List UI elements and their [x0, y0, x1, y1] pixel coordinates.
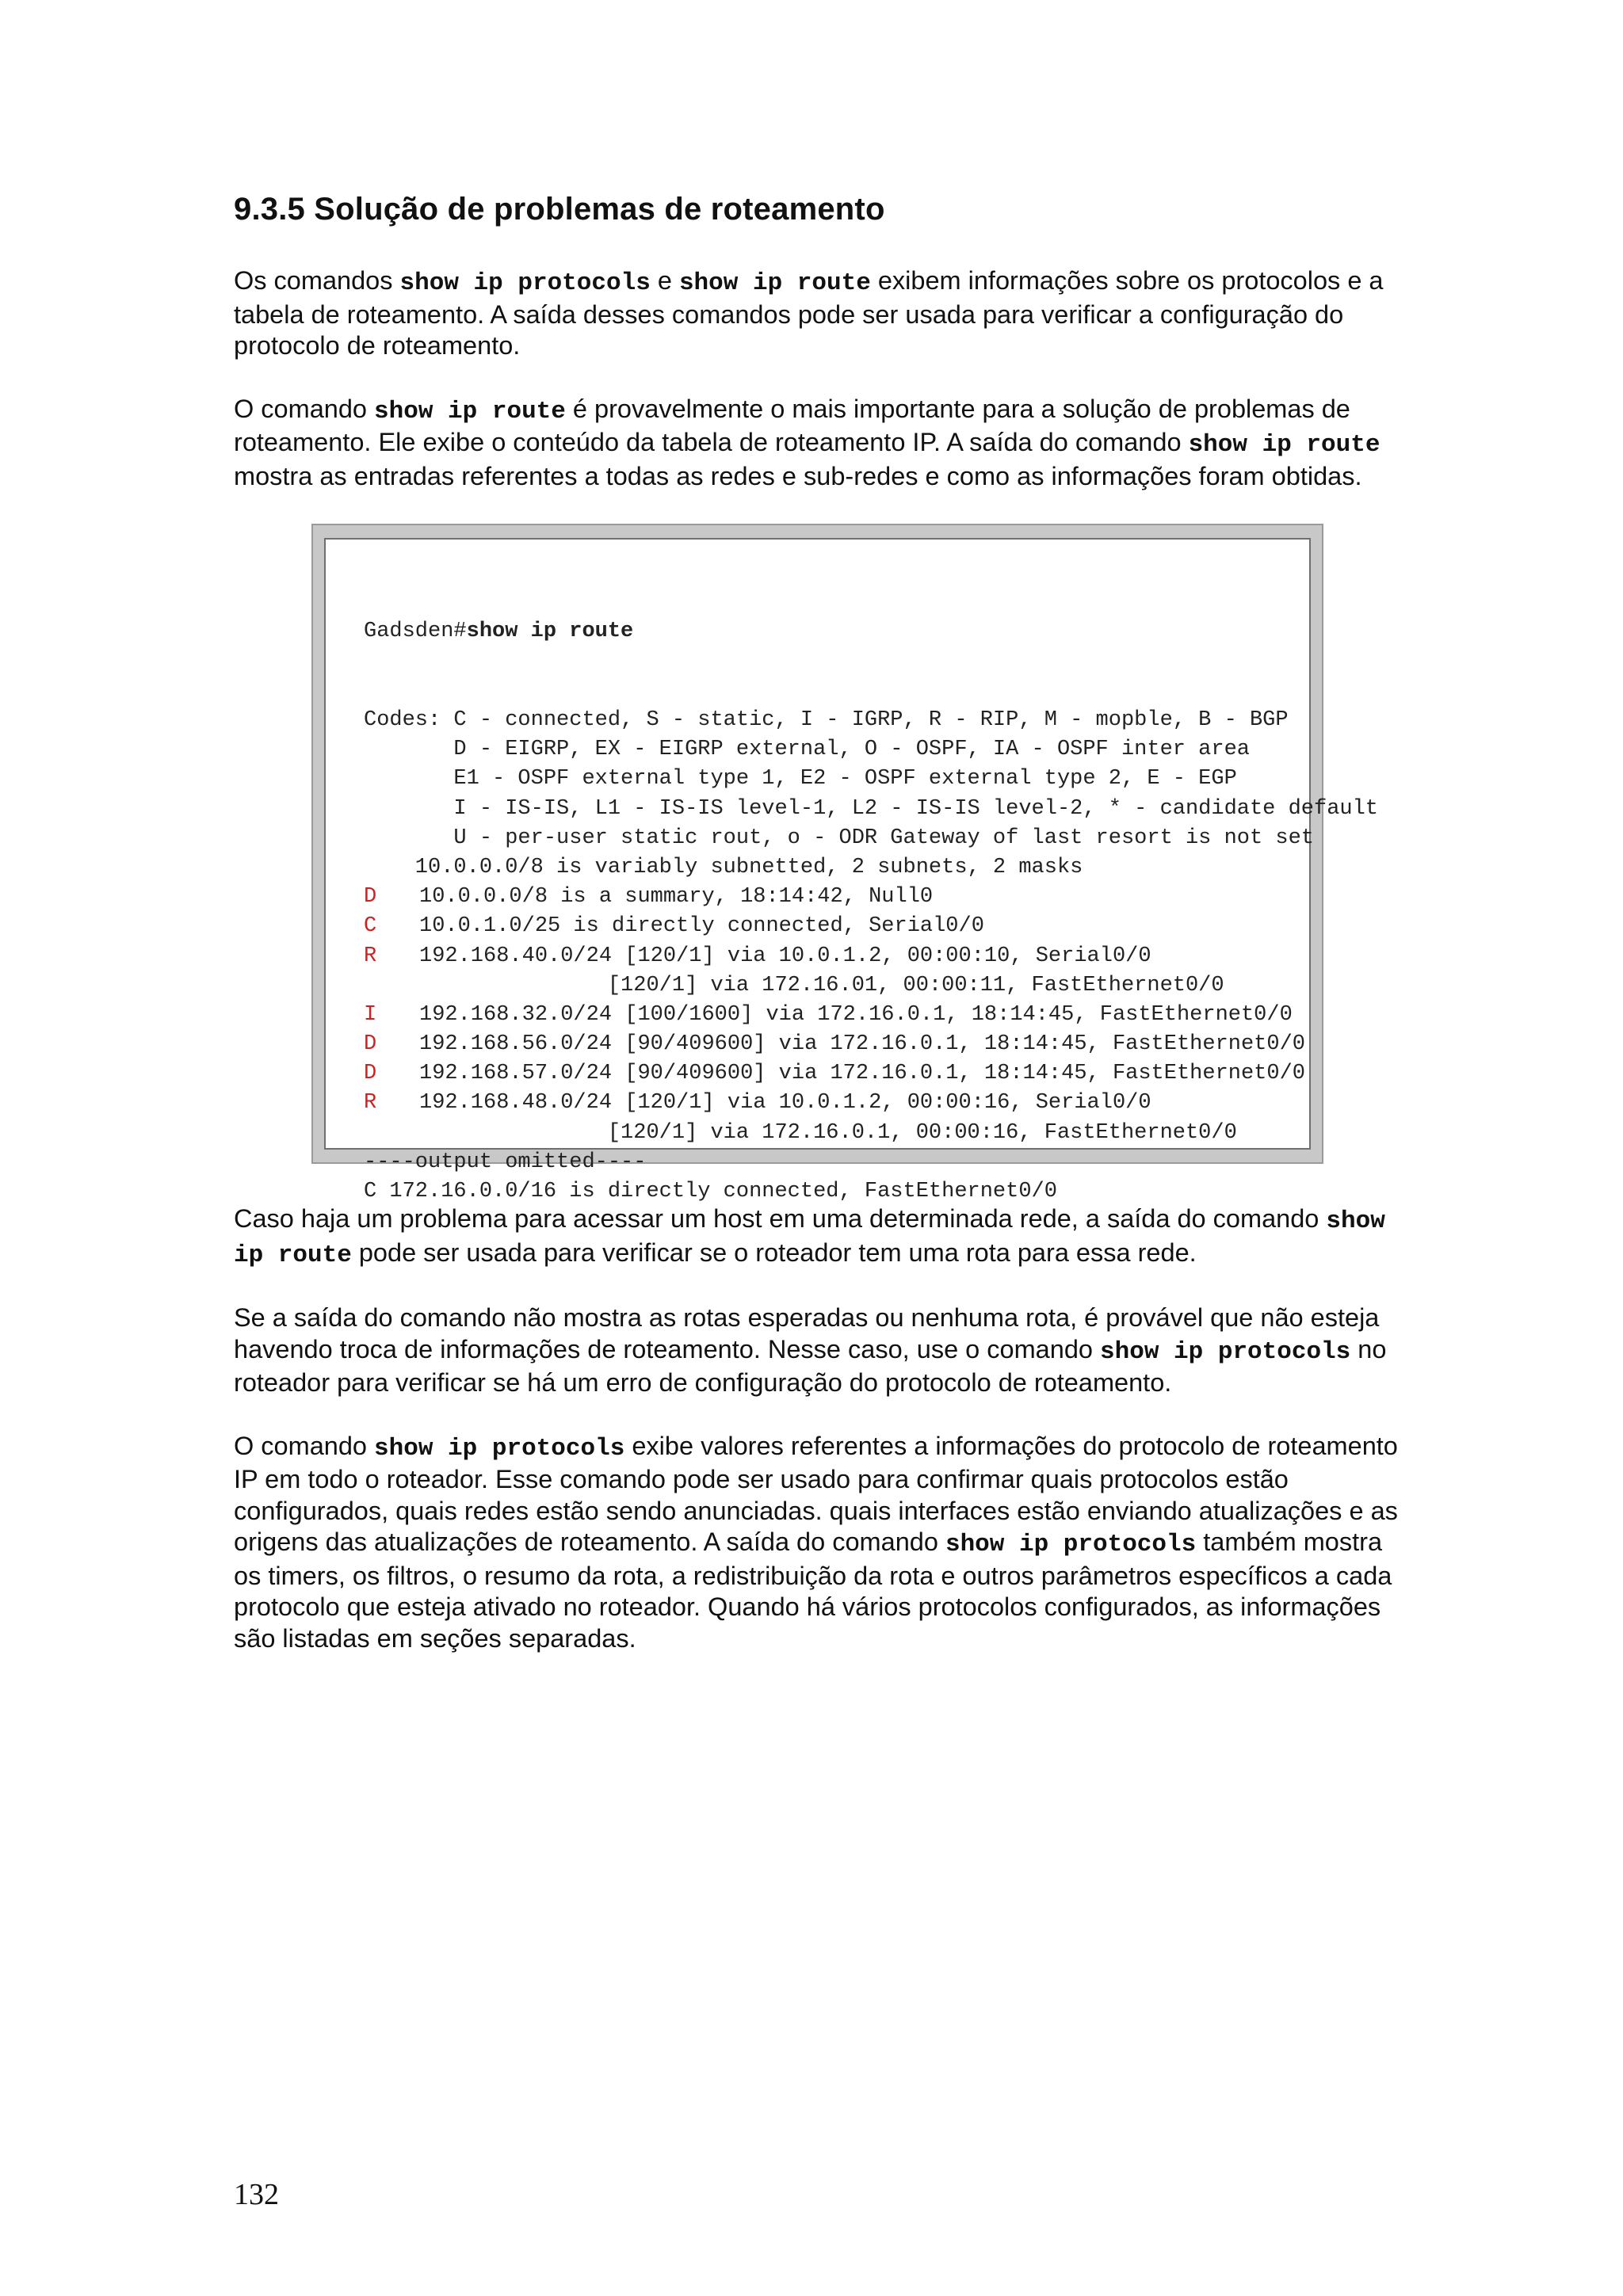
route-code: D: [364, 1062, 377, 1086]
terminal-prompt-line: [364, 617, 1301, 646]
paragraph-text: Caso haja um problema para acessar um host em uma determinada rede, a saída do comando: [234, 1204, 1327, 1233]
terminal-line-text: 192.168.40.0/24 [120/1] via 10.0.1.2, 00:00:10, Serial0/0: [419, 944, 1151, 968]
page-number: 132: [234, 2178, 279, 2211]
terminal-line: [364, 1177, 1301, 1207]
terminal-line: [364, 795, 1379, 824]
terminal-screen: [324, 538, 1379, 1203]
route-code: C: [364, 914, 377, 939]
paragraph-text: Se a saída do comando não mostra as rotas esperadas ou nenhuma rota, é provável que não esteja havendo troca de informações de roteamento. Nesse caso, use o comando: [234, 1303, 1380, 1363]
paragraph-text: O comando: [234, 394, 375, 423]
paragraph-text: mostra as entradas referentes a todas as redes e sub-redes e como as informações foram obtidas.: [234, 461, 1362, 490]
terminal-line-text: D - EIGRP, EX - EIGRP external, O - OSPF, IA - OSPF inter area: [364, 738, 1250, 762]
route-code: R: [364, 944, 377, 968]
page-content: [234, 192, 1399, 1686]
paragraph-text: O comando: [234, 1431, 375, 1460]
terminal-line-text: [120/1] via 172.16.0.1, 00:00:16, FastEthernet0/0: [364, 1120, 1237, 1145]
terminal-command: show ip route: [466, 620, 634, 644]
terminal-prompt: Gadsden#: [364, 620, 467, 644]
command-show-ip-route: show ip route: [1188, 431, 1381, 459]
command-show-ip-route: show ip route: [374, 397, 566, 425]
terminal-line-text: U - per-user static rout, o - ODR Gateway of last resort is not set: [364, 826, 1314, 850]
terminal-line: [364, 735, 1301, 765]
terminal-line-text: 192.168.32.0/24 [100/1600] via 172.16.0.1, 18:14:45, FastEthernet0/0: [419, 1002, 1293, 1027]
terminal-line: [364, 1119, 1301, 1148]
terminal-output: [364, 559, 1379, 1207]
route-code: R: [364, 1091, 377, 1116]
terminal-line: [364, 765, 1301, 794]
paragraph-text: também mostra os timers, os filtros, o resumo da rota, a redistribuição da rota e outros parâmetros específicos a cada protocolo que esteja ativado no roteador. Quando há vários protocolos configurados, as informações são listadas em seções separadas.: [234, 1527, 1392, 1653]
terminal-line-text: ----output omitted----: [364, 1150, 647, 1174]
paragraph-text: Os comandos: [234, 266, 400, 295]
paragraph-host-problem: [234, 1203, 1399, 1271]
paragraph-intro: [234, 265, 1399, 362]
terminal-line-text: 10.0.0.0/8 is a summary, 18:14:42, Null0: [419, 885, 934, 910]
terminal-line-text: [120/1] via 172.16.01, 00:00:11, FastEthernet0/0: [364, 973, 1224, 997]
terminal-line-text: 10.0.1.0/25 is directly connected, Serial0/0: [419, 914, 984, 939]
terminal-line: [364, 853, 1301, 883]
terminal-line: [364, 942, 1301, 971]
terminal-line-text: 10.0.0.0/8 is variably subnetted, 2 subnets, 2 masks: [364, 855, 1083, 879]
figure-frame: [311, 524, 1379, 1203]
terminal-line: [364, 824, 1314, 853]
paragraph-show-ip-route: [234, 394, 1399, 493]
route-code: I: [364, 1002, 377, 1027]
terminal-line-text: 192.168.48.0/24 [120/1] via 10.0.1.2, 00:00:16, Serial0/0: [419, 1091, 1151, 1116]
command-show-ip-protocols: show ip protocols: [945, 1531, 1197, 1558]
command-show-ip-protocols: show ip protocols: [374, 1434, 625, 1463]
paragraph-text: pode ser usada para verificar se o roteador tem uma rota para essa rede.: [351, 1238, 1197, 1267]
paragraph-text: no roteador para verificar se há um erro de configuração do protocolo de roteamento.: [234, 1334, 1387, 1397]
terminal-line: [364, 971, 1301, 1001]
terminal-figure: [311, 524, 1379, 1203]
paragraph-text: exibe valores referentes a informações do protocolo de roteamento IP em todo o roteador. Esse comando pode ser usado para confirmar quais protocolos estão configurados, quais redes estão sendo anunciadas. quais interfaces estão enviando atualizações e as origens das atualizações de roteamento. A saída do comando: [234, 1431, 1398, 1556]
terminal-line: [364, 1089, 1301, 1118]
paragraph-show-ip-protocols: [234, 1431, 1399, 1655]
command-show-ip-protocols: show ip protocols: [1100, 1337, 1351, 1366]
terminal-line: [364, 1148, 1301, 1177]
paragraph-text: e: [650, 266, 679, 295]
terminal-line-text: I - IS-IS, L1 - IS-IS level-1, L2 - IS-IS level-2, * - candidate default: [364, 796, 1379, 821]
terminal-line: [364, 706, 1301, 735]
paragraph-no-routes: [234, 1302, 1399, 1399]
terminal-line-text: C 172.16.0.0/16 is directly connected, FastEthernet0/0: [364, 1180, 1057, 1203]
terminal-line: [364, 1001, 1301, 1030]
terminal-line: [364, 1030, 1305, 1059]
route-code: D: [364, 885, 377, 910]
terminal-line: [364, 883, 1301, 912]
terminal-line-text: E1 - OSPF external type 1, E2 - OSPF external type 2, E - EGP: [364, 767, 1237, 791]
terminal-line-text: 192.168.57.0/24 [90/409600] via 172.16.0.1, 18:14:45, FastEthernet0/0: [419, 1062, 1305, 1086]
paragraph-text: é provavelmente o mais importante para a solução de problemas de roteamento. Ele exibe o conteúdo da tabela de roteamento IP. A saída do comando: [234, 394, 1350, 456]
section-heading: 9.3.5 Solução de problemas de roteamento: [234, 192, 885, 227]
terminal-line-text: 192.168.56.0/24 [90/409600] via 172.16.0.1, 18:14:45, FastEthernet0/0: [419, 1032, 1305, 1057]
route-code: D: [364, 1032, 377, 1057]
terminal-line: [364, 912, 1301, 941]
command-show-ip-protocols: show ip protocols: [399, 269, 651, 297]
command-show-ip-route: show ip route: [678, 269, 871, 297]
command-show-ip-route: show ip route: [234, 1207, 1385, 1269]
terminal-line: [364, 1059, 1305, 1089]
terminal-line-text: Codes: C - connected, S - static, I - IGRP, R - RIP, M - mopble, B - BGP: [364, 708, 1289, 732]
paragraph-text: exibem informações sobre os protocolos e a tabela de roteamento. A saída desses comandos pode ser usada para verificar a configuração do protocolo de roteamento.: [234, 266, 1384, 360]
